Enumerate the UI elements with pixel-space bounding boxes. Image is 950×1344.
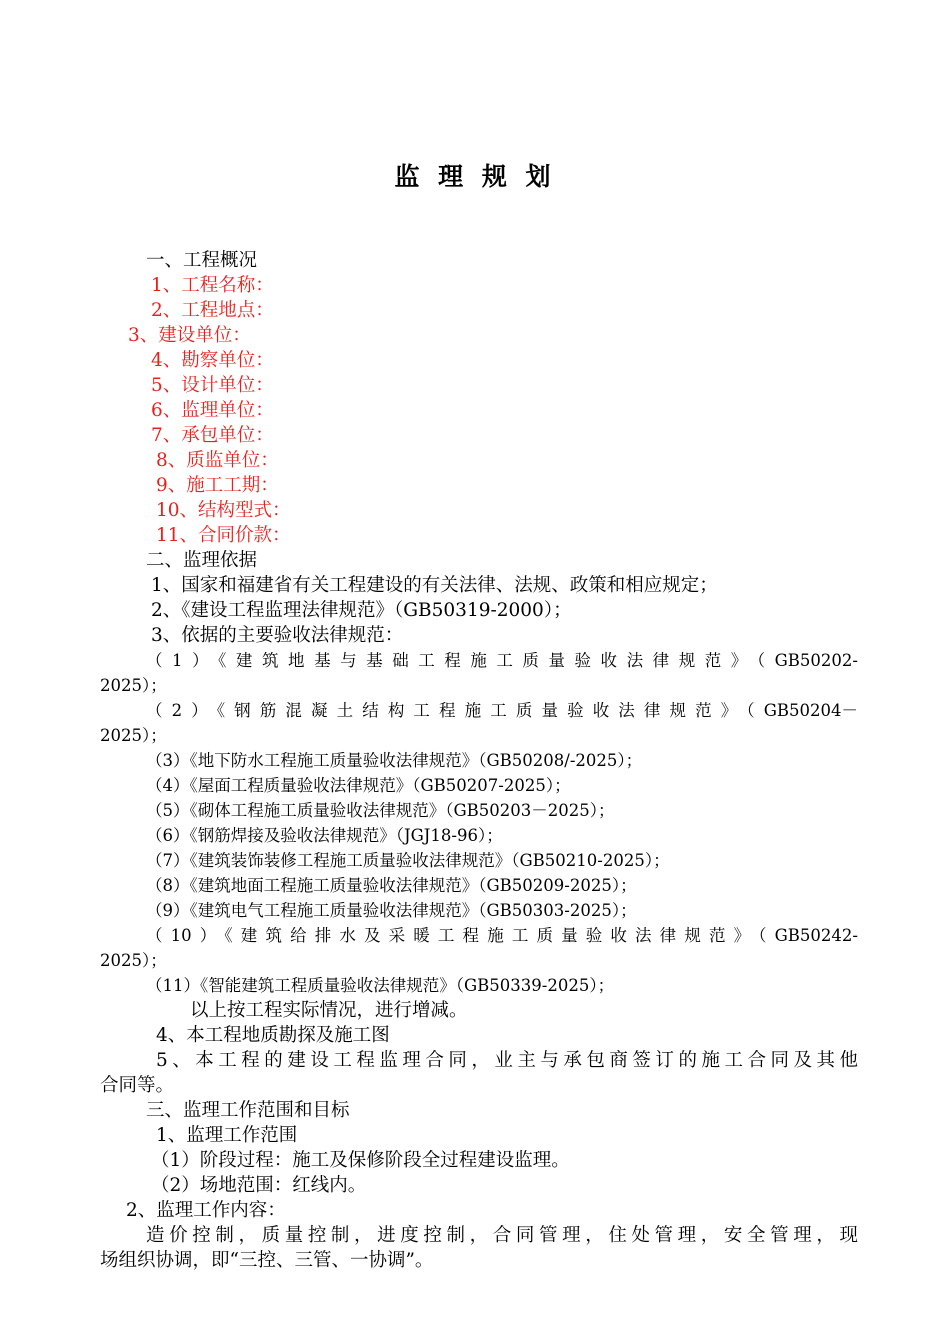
spec-item-continued: 2025）； [100,726,167,745]
scope-paragraph: 1、监理工作范围 [156,1125,298,1146]
spec-item: （1）《建筑地基与基础工程施工质量验收法律规范》（GB50202- [146,651,858,670]
field-construction-unit: 3、建设单位： [128,325,251,346]
spec-item: （4）《屋面工程质量验收法律规范》（GB50207-2025）； [146,776,571,795]
spec-item-continued: 2025）； [100,951,167,970]
page-title: 监 理 规 划 [394,162,556,191]
spec-item: （9）《建筑电气工程施工质量验收法律规范》（GB50303-2025）； [146,901,637,920]
field-design-unit: 5、设计单位： [151,375,274,396]
basis-paragraph: 3、依据的主要验收法律规范： [151,625,404,646]
basis-paragraph: 4、本工程地质勘探及施工图 [156,1025,390,1046]
spec-item: （2）《钢筋混凝土结构工程施工质量验收法律规范》（GB50204－ [146,701,858,720]
section-heading-scope: 三、监理工作范围和目标 [146,1100,350,1121]
scope-paragraph: 2、监理工作内容： [126,1200,286,1221]
field-survey-unit: 4、勘察单位： [151,350,274,371]
scope-paragraph: （1）阶段过程：施工及保修阶段全过程建设监理。 [151,1150,570,1171]
field-structure-type: 10、结构型式： [156,500,291,521]
scope-paragraph: （2）场地范围：红线内。 [151,1175,367,1196]
spec-item: （6）《钢筋焊接及验收法律规范》（JGJ18-96）； [146,826,503,845]
basis-paragraph: 2、《建设工程监理法律规范》（GB50319-2000）； [151,600,572,621]
note-text: 以上按工程实际情况，进行增减。 [190,1000,468,1021]
spec-item: （7）《建筑装饰装修工程施工质量验收法律规范》（GB50210-2025）； [146,851,670,870]
field-project-name: 1、工程名称： [151,275,274,296]
spec-item: （8）《建筑地面工程施工质量验收法律规范》（GB50209-2025）； [146,876,637,895]
basis-paragraph: 5、本工程的建设工程监理合同，业主与承包商签订的施工合同及其他 [156,1050,858,1071]
section-heading-basis: 二、监理依据 [146,550,258,571]
spec-item: （5）《砌体工程施工质量验收法律规范》（GB50203－2025）； [146,801,615,820]
spec-item-continued: 2025）； [100,676,167,695]
basis-paragraph-continued: 合同等。 [100,1075,175,1096]
spec-item: （10）《建筑给排水及采暖工程施工质量验收法律规范》（GB50242- [146,926,858,945]
field-construction-period: 9、施工工期： [156,475,279,496]
field-project-location: 2、工程地点： [151,300,274,321]
field-contract-price: 11、合同价款： [156,525,291,546]
spec-item: （3）《地下防水工程施工质量验收法律规范》（GB50208/-2025）； [146,751,643,770]
field-quality-unit: 8、质监单位： [156,450,279,471]
spec-item: （11）《智能建筑工程质量验收法律规范》（GB50339-2025）； [146,976,615,995]
field-supervision-unit: 6、监理单位： [151,400,274,421]
basis-paragraph: 1、国家和福建省有关工程建设的有关法律、法规、政策和相应规定； [151,575,718,596]
field-contractor-unit: 7、承包单位： [151,425,274,446]
scope-paragraph: 造价控制，质量控制，进度控制，合同管理，住处管理，安全管理，现 [146,1225,858,1246]
scope-paragraph-continued: 场组织协调，即“三控、三管、一协调”。 [100,1250,434,1271]
section-heading-overview: 一、工程概况 [146,250,258,271]
